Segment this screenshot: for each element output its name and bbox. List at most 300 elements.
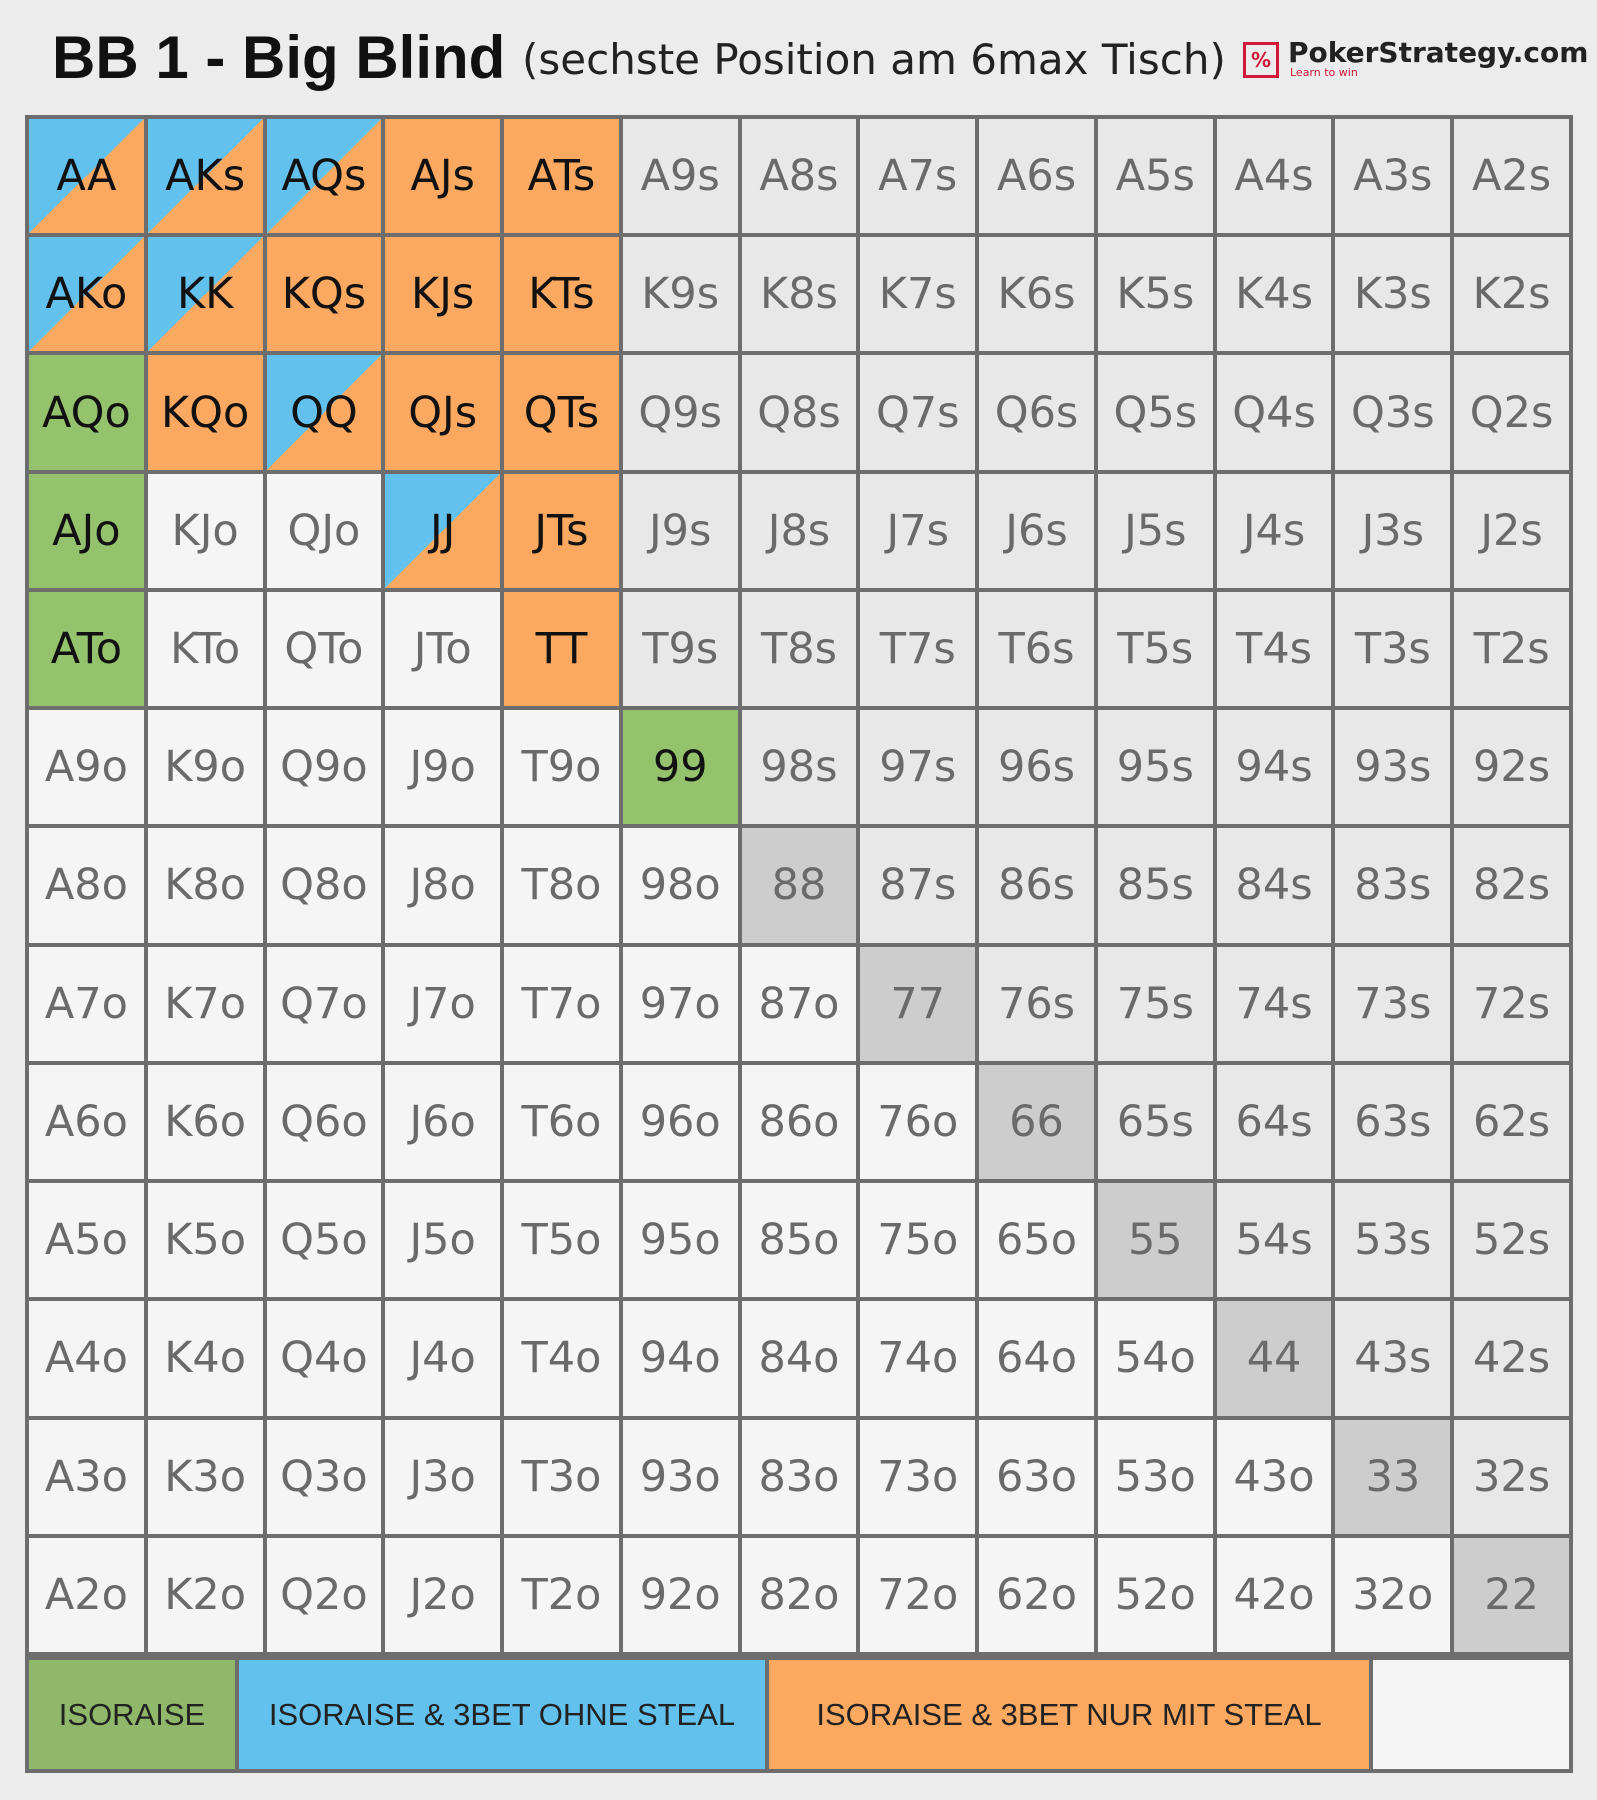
hand-label: T9o bbox=[521, 742, 602, 793]
hand-label: 32o bbox=[1352, 1569, 1434, 1620]
legend-empty bbox=[1373, 1660, 1569, 1769]
hand-label: 63o bbox=[996, 1451, 1078, 1502]
hand-cell bbox=[504, 1420, 619, 1534]
hand-label: 94o bbox=[639, 1333, 721, 1384]
hand-cell bbox=[1454, 1420, 1569, 1534]
hand-label: T3o bbox=[521, 1451, 602, 1502]
hand-cell bbox=[1098, 237, 1213, 351]
hand-cell bbox=[742, 1420, 857, 1534]
hand-label: 87o bbox=[758, 978, 840, 1029]
hand-label: 64s bbox=[1235, 1096, 1313, 1147]
hand-label: A9s bbox=[640, 151, 720, 202]
hand-cell bbox=[267, 828, 382, 942]
hand-cell bbox=[1217, 828, 1332, 942]
hand-cell bbox=[267, 710, 382, 824]
hand-label: 53o bbox=[1114, 1451, 1196, 1502]
hand-cell bbox=[623, 828, 738, 942]
hand-cell bbox=[504, 1538, 619, 1652]
hand-label: KTs bbox=[528, 269, 595, 320]
hand-cell bbox=[29, 1538, 144, 1652]
hand-cell bbox=[1217, 947, 1332, 1061]
hand-cell bbox=[385, 1538, 500, 1652]
hand-label: JTo bbox=[413, 624, 472, 675]
hand-cell bbox=[267, 1183, 382, 1297]
hand-label: 43o bbox=[1233, 1451, 1315, 1502]
hand-cell bbox=[979, 1065, 1094, 1179]
hand-label: Q3o bbox=[280, 1451, 368, 1502]
hand-cell bbox=[267, 355, 382, 469]
hand-label: Q2s bbox=[1469, 387, 1554, 438]
hand-cell bbox=[979, 947, 1094, 1061]
hand-cell bbox=[1217, 355, 1332, 469]
hand-cell bbox=[1098, 1183, 1213, 1297]
hand-label: 65s bbox=[1116, 1096, 1194, 1147]
hand-label: A6o bbox=[44, 1096, 128, 1147]
hand-label: K4o bbox=[164, 1333, 247, 1384]
hand-label: A9o bbox=[44, 742, 128, 793]
hand-cell bbox=[29, 710, 144, 824]
hand-cell bbox=[267, 474, 382, 588]
hand-cell bbox=[385, 1420, 500, 1534]
hand-label: J5o bbox=[409, 1215, 476, 1266]
hand-cell bbox=[385, 119, 500, 233]
hand-cell bbox=[979, 828, 1094, 942]
hand-cell bbox=[504, 237, 619, 351]
hand-label: A5o bbox=[44, 1215, 128, 1266]
hand-label: 82o bbox=[758, 1569, 840, 1620]
hand-cell bbox=[267, 592, 382, 706]
hand-cell bbox=[385, 474, 500, 588]
hand-label: 44 bbox=[1246, 1333, 1302, 1384]
hand-cell bbox=[29, 355, 144, 469]
hand-label: A8o bbox=[44, 860, 128, 911]
hand-label: KJo bbox=[171, 505, 239, 556]
hand-label: 55 bbox=[1127, 1215, 1183, 1266]
hand-label: 88 bbox=[771, 860, 827, 911]
hand-label: 77 bbox=[890, 978, 946, 1029]
hand-label: 54o bbox=[1114, 1333, 1196, 1384]
hand-cell bbox=[504, 710, 619, 824]
hand-cell bbox=[623, 119, 738, 233]
hand-cell bbox=[1098, 355, 1213, 469]
hand-cell bbox=[1098, 1065, 1213, 1179]
hand-label: Q9o bbox=[280, 742, 368, 793]
hand-cell bbox=[623, 1301, 738, 1415]
hand-label: 95o bbox=[639, 1215, 721, 1266]
hand-cell bbox=[1217, 474, 1332, 588]
hand-label: 95s bbox=[1116, 742, 1194, 793]
hand-label: 65o bbox=[996, 1215, 1078, 1266]
hand-cell bbox=[1217, 237, 1332, 351]
hand-cell bbox=[29, 474, 144, 588]
hand-label: K7o bbox=[164, 978, 247, 1029]
legend-isoraise-3bet-ohne-steal: ISORAISE & 3BET OHNE STEAL bbox=[239, 1660, 765, 1769]
hand-cell bbox=[267, 1420, 382, 1534]
hand-cell bbox=[623, 1183, 738, 1297]
hand-label: T8o bbox=[521, 860, 602, 911]
hand-cell bbox=[148, 1183, 263, 1297]
hand-label: K9o bbox=[164, 742, 247, 793]
hand-label: ATs bbox=[527, 151, 596, 202]
hand-label: K7s bbox=[878, 269, 957, 320]
hand-label: K9s bbox=[641, 269, 720, 320]
hand-label: T4s bbox=[1236, 624, 1313, 675]
hand-cell bbox=[29, 119, 144, 233]
hand-label: JJ bbox=[429, 505, 456, 556]
hand-label: T3s bbox=[1354, 624, 1431, 675]
hand-cell bbox=[1335, 1420, 1450, 1534]
hand-cell bbox=[504, 1301, 619, 1415]
hand-label: 72o bbox=[877, 1569, 959, 1620]
hand-label: T9s bbox=[642, 624, 719, 675]
hand-cell bbox=[1217, 1420, 1332, 1534]
hand-cell bbox=[860, 1065, 975, 1179]
hand-label: T7s bbox=[879, 624, 956, 675]
hand-cell bbox=[1454, 474, 1569, 588]
hand-label: A8s bbox=[759, 151, 839, 202]
pokerstrategy-logo bbox=[1243, 36, 1589, 82]
hand-cell bbox=[504, 355, 619, 469]
hand-label: QTo bbox=[284, 624, 364, 675]
hand-cell bbox=[742, 1538, 857, 1652]
hand-label: J7s bbox=[886, 505, 949, 556]
hand-label: Q4s bbox=[1232, 387, 1316, 438]
hand-cell bbox=[742, 237, 857, 351]
hand-cell bbox=[504, 828, 619, 942]
hand-label: K6o bbox=[164, 1096, 247, 1147]
hand-cell bbox=[1454, 710, 1569, 824]
hand-cell bbox=[148, 947, 263, 1061]
hand-label: Q8s bbox=[757, 387, 841, 438]
hand-label: 43s bbox=[1354, 1333, 1432, 1384]
hand-label: K2s bbox=[1472, 269, 1551, 320]
logo-tagline: Learn to win bbox=[1290, 66, 1358, 79]
hand-cell bbox=[623, 237, 738, 351]
hand-cell bbox=[979, 1538, 1094, 1652]
hand-label: AJs bbox=[410, 151, 475, 202]
hand-cell bbox=[148, 1301, 263, 1415]
hand-cell bbox=[29, 1420, 144, 1534]
hand-cell bbox=[1335, 1065, 1450, 1179]
hand-cell bbox=[29, 237, 144, 351]
hand-label: K2o bbox=[164, 1569, 247, 1620]
hand-label: 33 bbox=[1365, 1451, 1421, 1502]
hand-cell bbox=[1217, 592, 1332, 706]
hand-label: K8o bbox=[164, 860, 247, 911]
hand-label: KJs bbox=[411, 269, 475, 320]
hand-cell bbox=[1098, 1301, 1213, 1415]
hand-cell bbox=[148, 592, 263, 706]
hand-cell bbox=[385, 355, 500, 469]
hand-cell bbox=[623, 1065, 738, 1179]
hand-cell bbox=[385, 592, 500, 706]
hand-cell bbox=[1098, 119, 1213, 233]
hand-cell bbox=[1217, 1183, 1332, 1297]
hand-cell bbox=[979, 1183, 1094, 1297]
hand-cell bbox=[979, 355, 1094, 469]
hand-cell bbox=[148, 1065, 263, 1179]
hand-cell bbox=[29, 828, 144, 942]
hand-cell bbox=[148, 474, 263, 588]
hand-cell bbox=[385, 1301, 500, 1415]
hand-cell bbox=[1454, 1301, 1569, 1415]
hand-label: 98s bbox=[760, 742, 838, 793]
hand-cell bbox=[860, 710, 975, 824]
hand-label: Q8o bbox=[280, 860, 368, 911]
hand-cell bbox=[1454, 1538, 1569, 1652]
legend bbox=[25, 1656, 1573, 1773]
hand-label: A3o bbox=[44, 1451, 128, 1502]
hand-label: J6s bbox=[1005, 505, 1068, 556]
hand-label: 53s bbox=[1354, 1215, 1432, 1266]
hand-label: A7o bbox=[44, 978, 128, 1029]
hand-cell bbox=[1335, 1301, 1450, 1415]
hand-label: A4s bbox=[1234, 151, 1314, 202]
hand-label: 98o bbox=[639, 860, 721, 911]
hand-label: 93o bbox=[639, 1451, 721, 1502]
hand-cell bbox=[979, 710, 1094, 824]
hand-label: ATo bbox=[50, 624, 123, 675]
hand-label: 87s bbox=[879, 860, 957, 911]
hand-label: 42s bbox=[1473, 1333, 1551, 1384]
hand-label: T7o bbox=[521, 978, 602, 1029]
hand-label: 92o bbox=[639, 1569, 721, 1620]
hand-label: 62o bbox=[996, 1569, 1078, 1620]
hand-cell bbox=[742, 592, 857, 706]
hand-label: KTo bbox=[170, 624, 241, 675]
hand-cell bbox=[860, 947, 975, 1061]
hand-label: KQs bbox=[281, 269, 367, 320]
hand-label: Q6o bbox=[280, 1096, 368, 1147]
hand-label: 62s bbox=[1473, 1096, 1551, 1147]
hand-label: 73o bbox=[877, 1451, 959, 1502]
hand-label: J9o bbox=[409, 742, 476, 793]
hand-label: T5o bbox=[521, 1215, 602, 1266]
hand-label: A5s bbox=[1115, 151, 1195, 202]
hand-cell bbox=[1098, 710, 1213, 824]
hand-cell bbox=[979, 119, 1094, 233]
hand-cell bbox=[742, 1183, 857, 1297]
hand-label: A4o bbox=[44, 1333, 128, 1384]
hand-cell bbox=[385, 1183, 500, 1297]
hand-cell bbox=[267, 1301, 382, 1415]
hand-cell bbox=[148, 828, 263, 942]
hand-cell bbox=[1335, 947, 1450, 1061]
hand-label: J2o bbox=[409, 1569, 476, 1620]
hand-label: 93s bbox=[1354, 742, 1432, 793]
hand-label: A2s bbox=[1472, 151, 1552, 202]
hand-label: J9s bbox=[649, 505, 712, 556]
hand-cell bbox=[1454, 237, 1569, 351]
hand-cell bbox=[623, 1420, 738, 1534]
hand-label: 96s bbox=[997, 742, 1076, 793]
hand-cell bbox=[504, 1183, 619, 1297]
hand-label: AA bbox=[56, 151, 117, 202]
hand-cell bbox=[504, 1065, 619, 1179]
hand-label: A2o bbox=[44, 1569, 128, 1620]
hand-label: 94s bbox=[1235, 742, 1313, 793]
hand-cell bbox=[29, 592, 144, 706]
hand-range-grid bbox=[25, 115, 1573, 1656]
hand-cell bbox=[385, 828, 500, 942]
hand-label: J8o bbox=[409, 860, 476, 911]
hand-label: 74o bbox=[877, 1333, 959, 1384]
hand-cell bbox=[1098, 828, 1213, 942]
hand-label: 76s bbox=[997, 978, 1076, 1029]
hand-cell bbox=[860, 119, 975, 233]
hand-cell bbox=[1098, 947, 1213, 1061]
hand-cell bbox=[979, 237, 1094, 351]
hand-label: 92s bbox=[1473, 742, 1551, 793]
hand-cell bbox=[1217, 1065, 1332, 1179]
hand-label: TT bbox=[535, 624, 588, 675]
hand-cell bbox=[29, 1065, 144, 1179]
hand-cell bbox=[1098, 1538, 1213, 1652]
page-subtitle: (sechste Position am 6max Tisch) bbox=[522, 35, 1226, 84]
hand-label: QJo bbox=[287, 505, 361, 556]
hand-label: JTs bbox=[534, 505, 589, 556]
hand-cell bbox=[267, 119, 382, 233]
hand-cell bbox=[623, 592, 738, 706]
hand-cell bbox=[1335, 828, 1450, 942]
hand-cell bbox=[504, 119, 619, 233]
hand-cell bbox=[148, 710, 263, 824]
hand-cell bbox=[1454, 1183, 1569, 1297]
hand-cell bbox=[1454, 592, 1569, 706]
hand-cell bbox=[742, 828, 857, 942]
legend-isoraise-3bet-nur-mit-steal: ISORAISE & 3BET NUR MIT STEAL bbox=[769, 1660, 1369, 1769]
hand-cell bbox=[1454, 119, 1569, 233]
hand-label: 97s bbox=[879, 742, 957, 793]
hand-cell bbox=[1335, 1538, 1450, 1652]
hand-label: 85o bbox=[758, 1215, 840, 1266]
hand-cell bbox=[1335, 474, 1450, 588]
hand-label: 52s bbox=[1473, 1215, 1551, 1266]
hand-label: K4s bbox=[1235, 269, 1314, 320]
hand-label: K6s bbox=[997, 269, 1076, 320]
hand-label: K3s bbox=[1353, 269, 1432, 320]
hand-cell bbox=[1098, 1420, 1213, 1534]
hand-cell bbox=[860, 1538, 975, 1652]
hand-cell bbox=[742, 1301, 857, 1415]
hand-cell bbox=[29, 1183, 144, 1297]
hand-label: AJo bbox=[52, 505, 121, 556]
hand-cell bbox=[623, 1538, 738, 1652]
hand-cell bbox=[1454, 1065, 1569, 1179]
hand-label: 22 bbox=[1484, 1569, 1539, 1620]
hand-cell bbox=[1217, 710, 1332, 824]
hand-label: 63s bbox=[1354, 1096, 1432, 1147]
hand-label: 52o bbox=[1114, 1569, 1196, 1620]
legend-isoraise: ISORAISE bbox=[29, 1660, 235, 1769]
hand-label: AKo bbox=[45, 269, 128, 320]
hand-label: 99 bbox=[652, 742, 708, 793]
hand-label: K5s bbox=[1116, 269, 1195, 320]
hand-cell bbox=[504, 474, 619, 588]
hand-label: QJs bbox=[408, 387, 478, 438]
hand-cell bbox=[742, 947, 857, 1061]
hand-label: QTs bbox=[523, 387, 600, 438]
hand-label: A3s bbox=[1353, 151, 1433, 202]
hand-label: 64o bbox=[996, 1333, 1078, 1384]
hand-label: 72s bbox=[1473, 978, 1551, 1029]
hand-cell bbox=[742, 710, 857, 824]
hand-label: Q7s bbox=[875, 387, 960, 438]
hand-cell bbox=[1335, 592, 1450, 706]
hand-label: 32s bbox=[1473, 1451, 1551, 1502]
hand-cell bbox=[1454, 828, 1569, 942]
hand-label: 85s bbox=[1116, 860, 1194, 911]
hand-label: J6o bbox=[409, 1096, 476, 1147]
hand-cell bbox=[385, 237, 500, 351]
hand-label: QQ bbox=[290, 387, 358, 438]
hand-cell bbox=[1335, 355, 1450, 469]
page-title: BB 1 - Big Blind bbox=[52, 24, 506, 91]
hand-label: 86o bbox=[758, 1096, 840, 1147]
hand-label: 84s bbox=[1235, 860, 1313, 911]
hand-cell bbox=[742, 119, 857, 233]
hand-cell bbox=[504, 947, 619, 1061]
hand-label: T6s bbox=[998, 624, 1075, 675]
hand-cell bbox=[148, 1538, 263, 1652]
hand-label: T5s bbox=[1117, 624, 1194, 675]
hand-label: 83s bbox=[1354, 860, 1432, 911]
hand-cell bbox=[1217, 1301, 1332, 1415]
hand-label: 54s bbox=[1235, 1215, 1313, 1266]
hand-label: J5s bbox=[1124, 505, 1187, 556]
hand-label: T4o bbox=[521, 1333, 602, 1384]
hand-label: 74s bbox=[1235, 978, 1313, 1029]
hand-cell bbox=[860, 1420, 975, 1534]
hand-cell bbox=[623, 474, 738, 588]
hand-cell bbox=[148, 355, 263, 469]
hand-cell bbox=[385, 947, 500, 1061]
hand-cell bbox=[148, 237, 263, 351]
hand-cell bbox=[1217, 1538, 1332, 1652]
hand-cell bbox=[267, 1065, 382, 1179]
hand-cell bbox=[1335, 710, 1450, 824]
hand-label: J8s bbox=[767, 505, 831, 556]
hand-label: Q9s bbox=[638, 387, 723, 438]
hand-cell bbox=[1098, 592, 1213, 706]
hand-cell bbox=[29, 947, 144, 1061]
hand-cell bbox=[1335, 237, 1450, 351]
hand-cell bbox=[623, 947, 738, 1061]
hand-label: Q7o bbox=[280, 978, 368, 1029]
hand-label: 73s bbox=[1354, 978, 1432, 1029]
hand-cell bbox=[1098, 474, 1213, 588]
hand-cell bbox=[742, 474, 857, 588]
hand-cell bbox=[979, 1301, 1094, 1415]
hand-label: 75s bbox=[1116, 978, 1194, 1029]
hand-cell bbox=[1335, 119, 1450, 233]
hand-label: Q5s bbox=[1113, 387, 1198, 438]
hand-label: J4o bbox=[409, 1333, 476, 1384]
hand-cell bbox=[1454, 355, 1569, 469]
hand-cell bbox=[267, 237, 382, 351]
hand-label: T8s bbox=[760, 624, 837, 675]
hand-label: J4s bbox=[1242, 505, 1306, 556]
hand-label: Q2o bbox=[280, 1569, 368, 1620]
hand-cell bbox=[979, 1420, 1094, 1534]
hand-cell bbox=[860, 828, 975, 942]
hand-label: 75o bbox=[877, 1215, 959, 1266]
hand-cell bbox=[860, 592, 975, 706]
hand-cell bbox=[267, 947, 382, 1061]
hand-label: KQo bbox=[160, 387, 250, 438]
hand-label: 66 bbox=[1009, 1096, 1064, 1147]
hand-cell bbox=[623, 710, 738, 824]
